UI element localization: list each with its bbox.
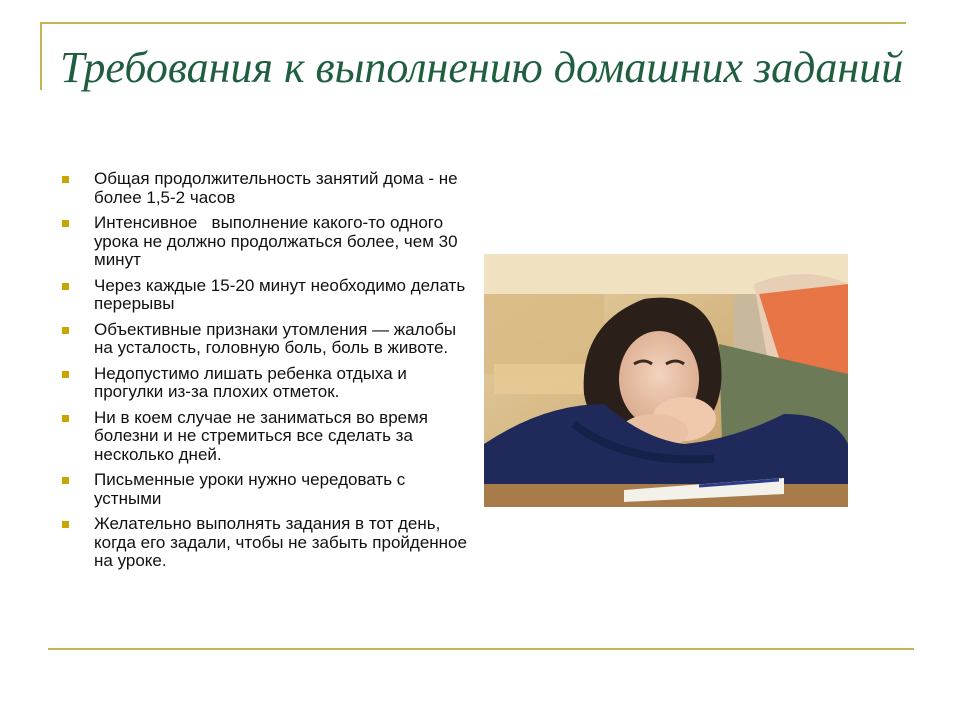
bullet-text: Через каждые 15-20 минут необходимо делать перерывы bbox=[94, 275, 466, 313]
bullet-marker-icon bbox=[62, 521, 69, 528]
bullet-item bbox=[62, 214, 472, 270]
bullet-marker-icon bbox=[62, 415, 69, 422]
bullet-marker-icon bbox=[62, 176, 69, 183]
bullet-item bbox=[62, 321, 472, 358]
bullet-item bbox=[62, 409, 472, 465]
bullet-marker-icon bbox=[62, 283, 69, 290]
girl-at-desk-photo bbox=[484, 254, 848, 507]
bullet-text: Общая продолжительность занятий дома - не более 1,5-2 часов bbox=[94, 169, 458, 207]
bullet-marker-icon bbox=[62, 477, 69, 484]
bullet-text: Интенсивное выполнение какого-то одного урока не должно продолжаться более, чем 30 минут bbox=[94, 213, 463, 269]
bullet-item bbox=[62, 515, 472, 571]
bullet-text: Ни в коем случае не заниматься во время болезни и не стремиться все сделать за несколько дней. bbox=[94, 407, 428, 464]
bullet-item bbox=[62, 471, 472, 508]
bullet-marker-icon bbox=[62, 327, 69, 334]
bullet-text: Письменные уроки нужно чередовать с устными bbox=[94, 470, 406, 508]
slide-title: Требования к выполнению домашних заданий bbox=[60, 43, 904, 92]
bullet-item bbox=[62, 170, 472, 207]
bullet-text: Недопустимо лишать ребенка отдыха и прогулки из-за плохих отметок. bbox=[94, 363, 407, 401]
bullet-item bbox=[62, 277, 472, 314]
bullet-marker-icon bbox=[62, 220, 69, 227]
bullet-list bbox=[62, 170, 472, 578]
bullet-text: Желательно выполнять задания в тот день, когда его задали, чтобы не забыть пройденное на уроке. bbox=[94, 514, 467, 570]
top-rule bbox=[40, 22, 906, 24]
left-rule bbox=[40, 22, 42, 90]
bullet-marker-icon bbox=[62, 371, 69, 378]
bottom-rule bbox=[48, 648, 914, 650]
bullet-text: Объективные признаки утомления — жалобы на усталость, головную боль, боль в животе. bbox=[94, 319, 466, 357]
bullet-item bbox=[62, 365, 472, 402]
